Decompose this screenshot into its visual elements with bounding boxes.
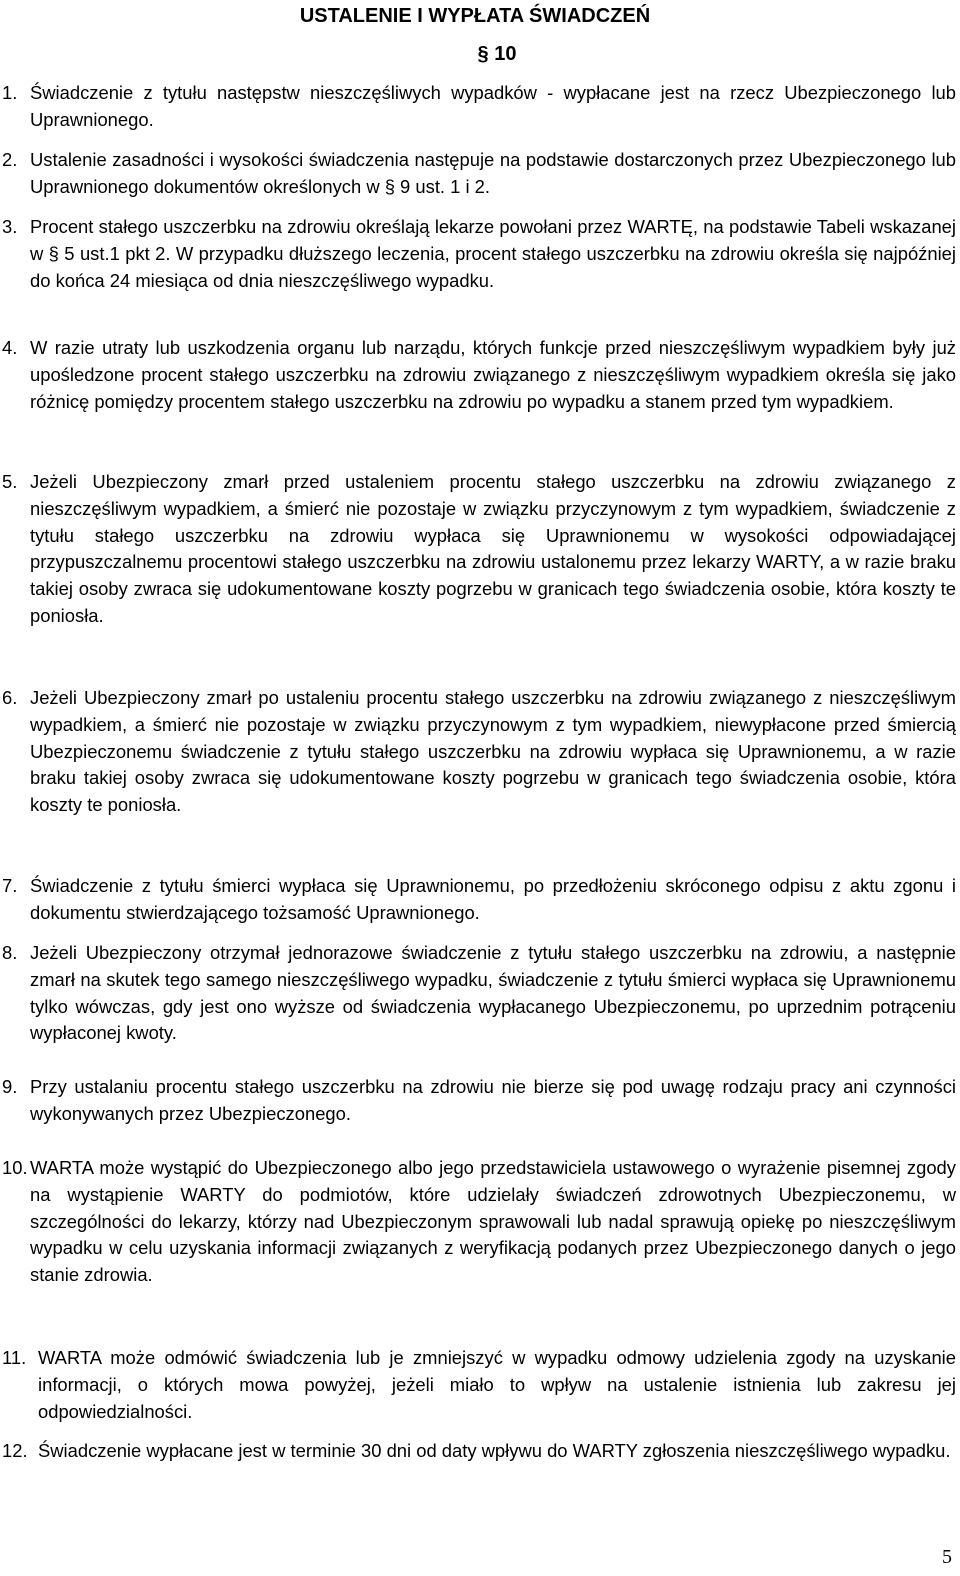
paragraph-11 [2, 1345, 956, 1425]
paragraph-8 [2, 940, 956, 1047]
paragraph-number: 1. [2, 82, 18, 103]
paragraph-text: Przy ustalaniu procentu stałego uszczerbku na zdrowiu nie bierze się pod uwagę rodzaju pracy ani czynności wykonywanych przez Ubezpieczonego. [30, 1076, 956, 1124]
paragraph-12 [2, 1438, 956, 1465]
paragraph-number: 6. [2, 687, 18, 708]
paragraph-number: 3. [2, 216, 18, 237]
paragraph-9 [2, 1074, 956, 1128]
paragraph-number: 8. [2, 942, 18, 963]
paragraph-text: Świadczenie z tytułu następstw nieszczęśliwych wypadków - wypłacane jest na rzecz Ubezpieczonego lub Uprawnionego. [30, 82, 956, 130]
page-title: USTALENIE I WYPŁATA ŚWIADCZEŃ [299, 5, 651, 27]
paragraph-number: 4. [2, 337, 18, 358]
paragraph-number: 2. [2, 149, 18, 170]
paragraph-2 [2, 147, 956, 201]
paragraph-3 [2, 214, 956, 294]
page-number: 5 [942, 1546, 952, 1568]
paragraph-text: Świadczenie z tytułu śmierci wypłaca się Uprawnionemu, po przedłożeniu skróconego odpisu z aktu zgonu i dokumentu stwierdzającego tożsamość Uprawnionego. [30, 875, 956, 923]
paragraph-10 [2, 1155, 956, 1289]
paragraph-5 [2, 469, 956, 630]
paragraph-text: Procent stałego uszczerbku na zdrowiu określają lekarze powołani przez WARTĘ, na podstawie Tabeli wskazanej w § 5 ust.1 pkt 2. W przypadku dłuższego leczenia, procent stałego uszczerbku na zdrowiu określa się najpóźniej do końca 24 miesiąca od dnia nieszczęśliwego wypadku. [30, 216, 956, 291]
paragraph-number: 9. [2, 1076, 18, 1097]
paragraph-4 [2, 335, 956, 415]
paragraph-7 [2, 873, 956, 927]
paragraph-1 [2, 80, 956, 134]
paragraph-text: Ustalenie zasadności i wysokości świadczenia następuje na podstawie dostarczonych przez Ubezpieczonego lub Uprawnionego dokumentów określonych w § 9 ust. 1 i 2. [30, 149, 956, 197]
paragraph-number: 5. [2, 471, 18, 492]
paragraph-text: WARTA może odmówić świadczenia lub je zmniejszyć w wypadku odmowy udzielenia zgody na uzyskanie informacji, o których mowa powyżej, jeżeli miało to wpływ na ustalenie istnienia lub zakresu jej odpowiedzialności. [38, 1347, 956, 1422]
paragraph-6 [2, 685, 956, 819]
paragraph-number: 10. [2, 1157, 28, 1178]
paragraph-number: 11. [2, 1347, 27, 1368]
paragraph-text: Świadczenie wypłacane jest w terminie 30 dni od daty wpływu do WARTY zgłoszenia nieszczęśliwego wypadku. [38, 1440, 951, 1461]
paragraph-text: Jeżeli Ubezpieczony zmarł po ustaleniu procentu stałego uszczerbku na zdrowiu związanego z nieszczęśliwym wypadkiem, a śmierć nie pozostaje w związku przyczynowym z tym wypadkiem, niewypłacone przed śmiercią Ubezpieczonemu świadczenie z tytułu stałego uszczerbku na zdrowiu wypłaca się Uprawnionemu, a w razie braku takiej osoby zwraca się udokumentowane koszty pogrzebu w granicach tego świadczenia osobie, która koszty te poniosła. [30, 687, 956, 816]
paragraph-number: 12. [2, 1440, 28, 1461]
paragraph-number: 7. [2, 875, 18, 896]
paragraph-text: Jeżeli Ubezpieczony otrzymał jednorazowe świadczenie z tytułu stałego uszczerbku na zdrowiu, a następnie zmarł na skutek tego samego nieszczęśliwego wypadku, świadczenie z tytułu śmierci wypłaca się Uprawnionemu tylko wówczas, gdy jest ono wyższe od świadczenia wypłacanego Ubezpieczonemu, po uprzednim potrąceniu wypłaconej kwoty. [30, 942, 956, 1044]
paragraph-text: W razie utraty lub uszkodzenia organu lub narządu, których funkcje przed nieszczęśliwym wypadkiem były już upośledzone procent stałego uszczerbku na zdrowiu związanego z nieszczęśliwym wypadkiem określa się jako różnicę pomiędzy procentem stałego uszczerbku na zdrowiu po wypadku a stanem przed tym wypadkiem. [30, 337, 956, 412]
paragraph-text: WARTA może wystąpić do Ubezpieczonego albo jego przedstawiciela ustawowego o wyrażenie pisemnej zgody na wystąpienie WARTY do podmiotów, które udzielały świadczeń zdrowotnych Ubezpieczonemu, w szczególności do lekarzy, którzy nad Ubezpieczonym sprawowali lub nadal sprawują opiekę po nieszczęśliwym wypadku w celu uzyskania informacji związanych z weryfikacją podanych przez Ubezpieczonego danych o jego stanie zdrowia. [30, 1157, 956, 1286]
section-heading: § 10 [477, 43, 517, 65]
paragraph-text: Jeżeli Ubezpieczony zmarł przed ustaleniem procentu stałego uszczerbku na zdrowiu związanego z nieszczęśliwym wypadkiem, a śmierć nie pozostaje w związku przyczynowym z tym wypadkiem, świadczenie z tytułu stałego uszczerbku na zdrowiu wypłaca się Uprawnionemu w wysokości odpowiadającej przypuszczalnemu procentowi stałego uszczerbku na zdrowiu ustalonemu przez lekarzy WARTY, a w razie braku takiej osoby zwraca się udokumentowane koszty pogrzebu w granicach tego świadczenia osobie, która koszty te poniosła. [30, 471, 956, 626]
